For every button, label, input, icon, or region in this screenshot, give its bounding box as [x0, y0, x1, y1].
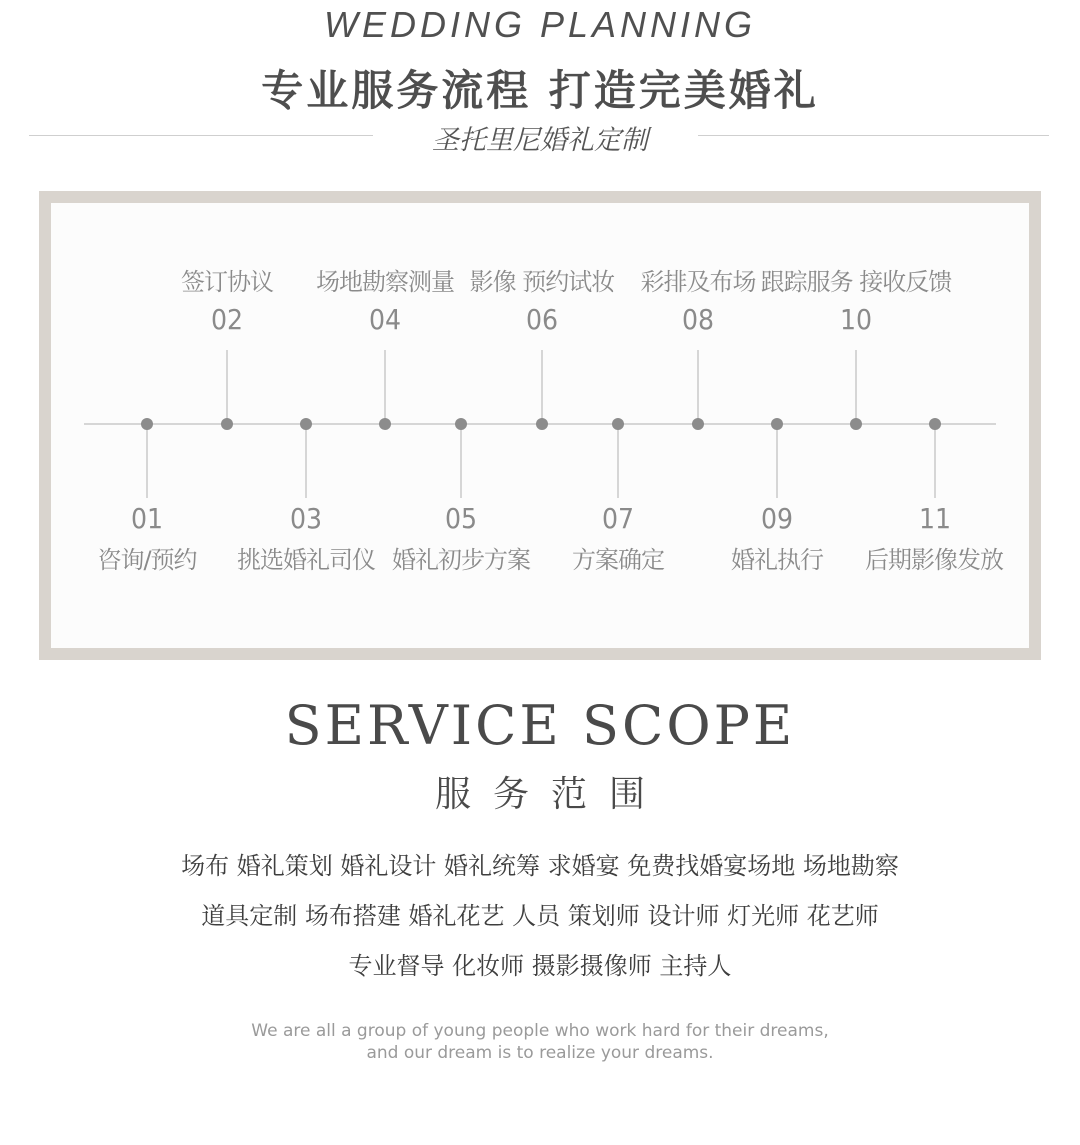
step-number: 10 [839, 303, 873, 336]
scope-line-1: 场布 婚礼策划 婚礼设计 婚礼统筹 求婚宴 免费找婚宴场地 场地勘察 [181, 852, 899, 880]
step-label: 场地勘察测量 [316, 268, 454, 296]
step-number: 01 [130, 502, 164, 535]
step-label: 跟踪服务 接收反馈 [760, 268, 952, 296]
step-number: 07 [601, 502, 635, 535]
timeline-dot [455, 418, 467, 430]
eyebrow-title: WEDDING PLANNING [323, 4, 757, 45]
step-number: 05 [444, 502, 478, 535]
step-number: 09 [760, 502, 794, 535]
scope-title-en: SERVICE SCOPE [284, 694, 796, 757]
timeline-dot [536, 418, 548, 430]
page-headline: 专业服务流程 打造完美婚礼 [261, 66, 819, 115]
step-label: 影像 预约试妆 [469, 268, 615, 296]
step-label: 方案确定 [572, 546, 664, 574]
step-label: 挑选婚礼司仪 [237, 546, 375, 574]
timeline-dot [379, 418, 391, 430]
step-number: 02 [210, 303, 244, 336]
step-label: 后期影像发放 [865, 546, 1003, 574]
step-number: 11 [918, 502, 952, 535]
step-label: 签订协议 [181, 268, 273, 296]
step-number: 06 [525, 303, 559, 336]
motto-line-1: We are all a group of young people who work hard for their dreams, [251, 1021, 829, 1041]
page-subtitle: 圣托里尼婚礼定制 [432, 125, 648, 156]
timeline-dot [692, 418, 704, 430]
step-label: 婚礼初步方案 [392, 546, 530, 574]
timeline-dot [612, 418, 624, 430]
step-label: 彩排及布场 [640, 268, 756, 296]
step-number: 03 [289, 502, 323, 535]
scope-title-cn: 服务范围 [434, 774, 667, 815]
timeline-dot [221, 418, 233, 430]
timeline-dot [300, 418, 312, 430]
timeline-dot [771, 418, 783, 430]
timeline-dot [141, 418, 153, 430]
timeline-dot [929, 418, 941, 430]
step-number: 04 [368, 303, 402, 336]
step-label: 婚礼执行 [731, 546, 823, 574]
motto-line-2: and our dream is to realize your dreams. [366, 1043, 714, 1063]
scope-line-3: 专业督导 化妆师 摄影摄像师 主持人 [348, 952, 732, 980]
step-label: 咨询/预约 [97, 546, 197, 574]
timeline-dot [850, 418, 862, 430]
scope-line-2: 道具定制 场布搭建 婚礼花艺 人员 策划师 设计师 灯光师 花艺师 [201, 902, 879, 930]
step-number: 08 [681, 303, 715, 336]
